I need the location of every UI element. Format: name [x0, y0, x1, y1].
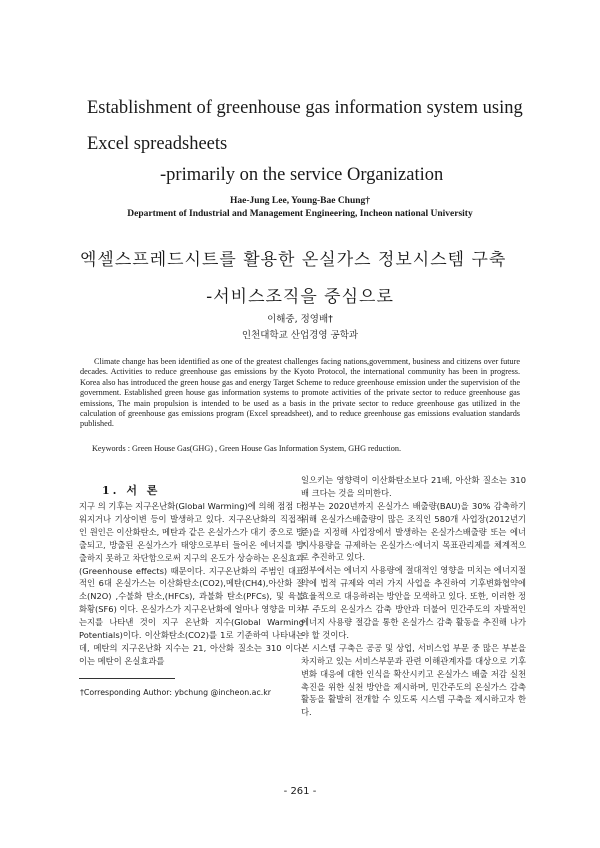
right-column-paragraph-3: 정부에서는 에너지 사용량에 절대적인 영향을 미치는 에너지절약에 법적 규제와 여러 가지 사업을 추진하여 기후변화협약에 효율적으로 대응하려는 방안을 모색하고 있다. 또한, 이러한 정부 주도의 온실가스 감축 방안과 더불어 민간주도의 자발적인 에너지 사용량 절감을 통한 온실가스 감축 활동을 추진해 나가야 할 것이다.: [301, 565, 526, 640]
authors-ko: 이해중, 정영배†: [267, 314, 333, 325]
abstract: [80, 357, 520, 430]
left-column: [79, 500, 304, 668]
right-column: [301, 474, 526, 719]
title-ko-line2: -서비스조직을 중심으로: [206, 287, 394, 307]
right-column-paragraph-4: 본 시스템 구축은 공공 및 상업, 서비스업 부문 중 많은 부분을 차지하고 있는 서비스부문과 관련 이해관계자를 대상으로 기후변화 대응에 대한 인식을 확산시키고 온실가스 배출 저감 실천 촉진을 위한 실천 방안을 제시하며, 민간주도의 온실가스 감축 활동을 활발히 전개할 수 있도록 시스템 구축을 제시하고자 한다.: [301, 642, 526, 718]
department-en: Department of Industrial and Management Engineering, Incheon national University: [127, 209, 473, 219]
authors-en: Hae-Jung Lee, Young-Bae Chung†: [229, 196, 371, 206]
abstract-text: Climate change has been identified as one of the greatest challenges facing nations,government, business and citizens over future decades. Activities to reduce greenhouse gas emissions by the Kyoto Protocol, the international community has been in progress. Korea also has introduced the green house gas and energy Target Scheme to reduce greenhouse emission under the supervision of the government. Established green house gas information systems to promote activities of the private sector to reduce greenhouse gas emissions, The main propulsion is intended to be used as a basis in the private sector to reduce greenhouse gas utilized in the calculation of greenhouse gas emissions program (Excel spreadsheet), and to reduce greenhouse gas emissions evaluation standards published.: [80, 357, 520, 429]
footnote-divider: [79, 678, 175, 679]
department-ko: 인천대학교 산업경영 공학과: [241, 330, 359, 341]
left-column-paragraph: 지구 의 기후는 지구온난화(Global Warming)에 의해 점점 더워지거나 기상이변 등이 발생하고 있다. 지구온난화의 직접적인 원인은 이산화탄소, 메탄과 같은 온실가스가 대기 중으로 방출되고, 방출된 온실가스가 태양으로부터 들어온 에너지를 방출하지 못하고 차단함으로써 지구의 온도가 상승하는 온실효과(Greenhouse effects) 때문이다. 지구온난화의 주범인 대표적인 6대 온실가스는 이산화탄소(CO2),메탄(CH4),아산화 질소(N2O) ,수불화 탄소,(HFCs), 과불화 탄소(PFCs), 및 육불화황(SF6) 이다. 온실가스가 지구온난화에 얼마나 영향을 미치는지를 나타낸 것이 지구 온난화 지수(Global Warming Potentials)이다. 이산화탄소(CO2)를 1로 기준하여 나타내는데, 메탄의 지구온난화 지수는 21, 아산화 질소는 310 이다. 이는 메탄이 온실효과를: [79, 501, 304, 666]
footnote-corresponding-author: †Corresponding Author: ybchung @incheon.ac.kr: [80, 688, 271, 697]
right-column-paragraph-2: 정부는 2020년까지 온실가스 배출량(BAU)을 30% 감축하기 위해 온실가스배출량이 많은 조직인 580개 사업장(2012년기준)을 지정해 사업장에서 발생하는 온실가스배출량 또는 에너지사용량을 규제하는 온실가스·에너지 목표관리제를 체계적으로 추진하고 있다.: [301, 500, 526, 563]
section-heading-introduction: 1. 서 론: [102, 484, 161, 497]
title-en-line1: Establishment of greenhouse gas information system using: [87, 98, 523, 118]
page-number: - 261 -: [283, 786, 317, 797]
keywords: Keywords : Green House Gas(GHG) , Green House Gas Information System, GHG reduction.: [92, 444, 402, 453]
title-en-line3: -primarily on the service Organization: [160, 165, 444, 185]
right-column-paragraph-1: 일으키는 영향력이 이산화탄소보다 21배, 아산화 질소는 310배 크다는 것을 의미한다.: [301, 475, 526, 498]
title-en-line2: Excel spreadsheets: [87, 134, 228, 154]
title-ko-line1: 엑셀스프레드시트를 활용한 온실가스 정보시스템 구축: [80, 250, 507, 270]
